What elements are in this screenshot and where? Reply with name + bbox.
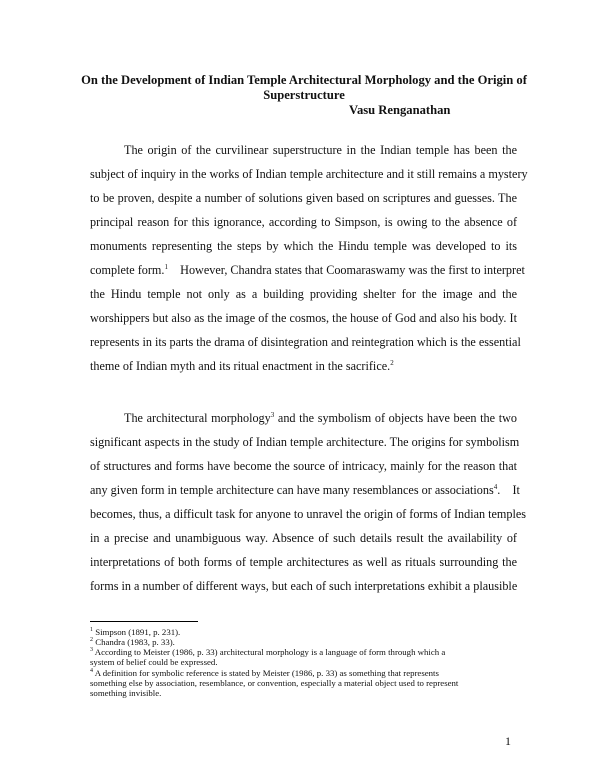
body-line-text: complete form. <box>90 263 165 277</box>
footnote-number: 1 <box>90 627 93 634</box>
body-line-text: to be proven, despite a number of solutions given based on scriptures and guesses. The <box>90 191 517 205</box>
footnote-text: Chandra (1983, p. 33). <box>93 637 175 647</box>
body-line-text: interpretations of both forms of temple architectures as well as rituals surrounding the <box>90 555 517 569</box>
body-line-text: subject of inquiry in the works of Indian temple architecture and it still remains a mystery <box>90 167 528 181</box>
body-line-text: The architectural morphology <box>124 411 271 425</box>
paper-title: On the Development of Indian Temple Architectural Morphology and the Origin of Superstructure <box>81 73 527 102</box>
body-line <box>124 143 517 158</box>
footnote-line <box>90 668 530 678</box>
body-line-text-cont: and the symbolism of objects have been the two <box>274 411 517 425</box>
footnote-marker: 4 <box>493 482 498 491</box>
body-line-text-cont: . It <box>497 483 520 497</box>
body-line <box>90 482 520 498</box>
body-line <box>90 311 517 326</box>
footnote-line <box>90 627 530 637</box>
footnote-text: Simpson (1891, p. 231). <box>93 627 181 637</box>
footnote-number: 3 <box>90 647 93 654</box>
body-line-text: principal reason for this ignorance, according to Simpson, is owing to the absence of <box>90 215 517 229</box>
body-line <box>90 507 527 522</box>
body-line <box>90 335 521 350</box>
body-line <box>90 531 517 546</box>
body-line-text: the Hindu temple not only as a building providing shelter for the image and the <box>90 287 517 301</box>
body-line <box>90 262 525 278</box>
footnote-text: something else by association, resemblance, or convention, especially a material object used to represent <box>90 678 459 688</box>
body-line-text: monuments representing the steps by which the Hindu temple was developed to its <box>90 239 517 253</box>
body-line <box>90 359 517 374</box>
footnote-number: 4 <box>90 668 93 675</box>
page-number: 1 <box>505 734 511 748</box>
body-line <box>90 215 517 230</box>
body-line <box>90 579 517 594</box>
footnote-divider <box>90 621 198 622</box>
body-line <box>90 555 517 570</box>
body-line <box>90 191 517 206</box>
body-line-text: worshippers but also as the image of the cosmos, the house of God and also his body. It <box>90 311 517 325</box>
body-line-text: significant aspects in the study of Indian temple architecture. The origins for symbolism <box>90 435 520 449</box>
body-line-text-cont: However, Chandra states that Coomaraswamy was the first to interpret <box>167 263 525 277</box>
body-line-text: represents in its parts the drama of disintegration and reintegration which is the essential <box>90 335 521 349</box>
footnote-marker: 3 <box>270 410 275 419</box>
footnote-line <box>90 647 530 657</box>
footnote-text: something invisible. <box>90 688 162 698</box>
body-line-text: The origin of the curvilinear superstructure in the Indian temple has been the <box>124 143 517 157</box>
body-line <box>90 167 528 182</box>
body-line <box>90 459 517 474</box>
footnote-marker: 1 <box>164 262 168 271</box>
footnote-line <box>90 637 530 647</box>
footnote-text: A definition for symbolic reference is stated by Meister (1986, p. 33) as something that represents <box>93 668 439 678</box>
body-line-text: of structures and forms have become the source of intricacy, mainly for the reason that <box>90 459 517 473</box>
body-line-text: theme of Indian myth and its ritual enactment in the sacrifice. <box>90 359 391 373</box>
body-line <box>90 239 517 254</box>
footnote-number: 2 <box>90 637 93 644</box>
body-line-text: forms in a number of different ways, but each of such interpretations exhibit a plausible <box>90 579 518 593</box>
footnote-line <box>90 657 530 667</box>
footnote-text: system of belief could be expressed. <box>90 657 218 667</box>
body-line-text: in a precise and unambiguous way. Absence of such details result the availability of <box>90 531 517 545</box>
body-line <box>90 287 517 302</box>
body-line <box>124 411 517 426</box>
footnote-text: According to Meister (1986, p. 33) architectural morphology is a language of form through which a <box>93 647 446 657</box>
body-line-text: any given form in temple architecture can have many resemblances or associations <box>90 483 494 497</box>
footnote-line <box>90 688 530 698</box>
footnote-line <box>90 678 530 688</box>
footnote-marker: 2 <box>390 358 394 367</box>
body-line <box>90 435 520 450</box>
author-name: Vasu Renganathan <box>349 103 451 117</box>
body-line-text: becomes, thus, a difficult task for anyone to unravel the origin of forms of Indian temples <box>90 507 527 521</box>
